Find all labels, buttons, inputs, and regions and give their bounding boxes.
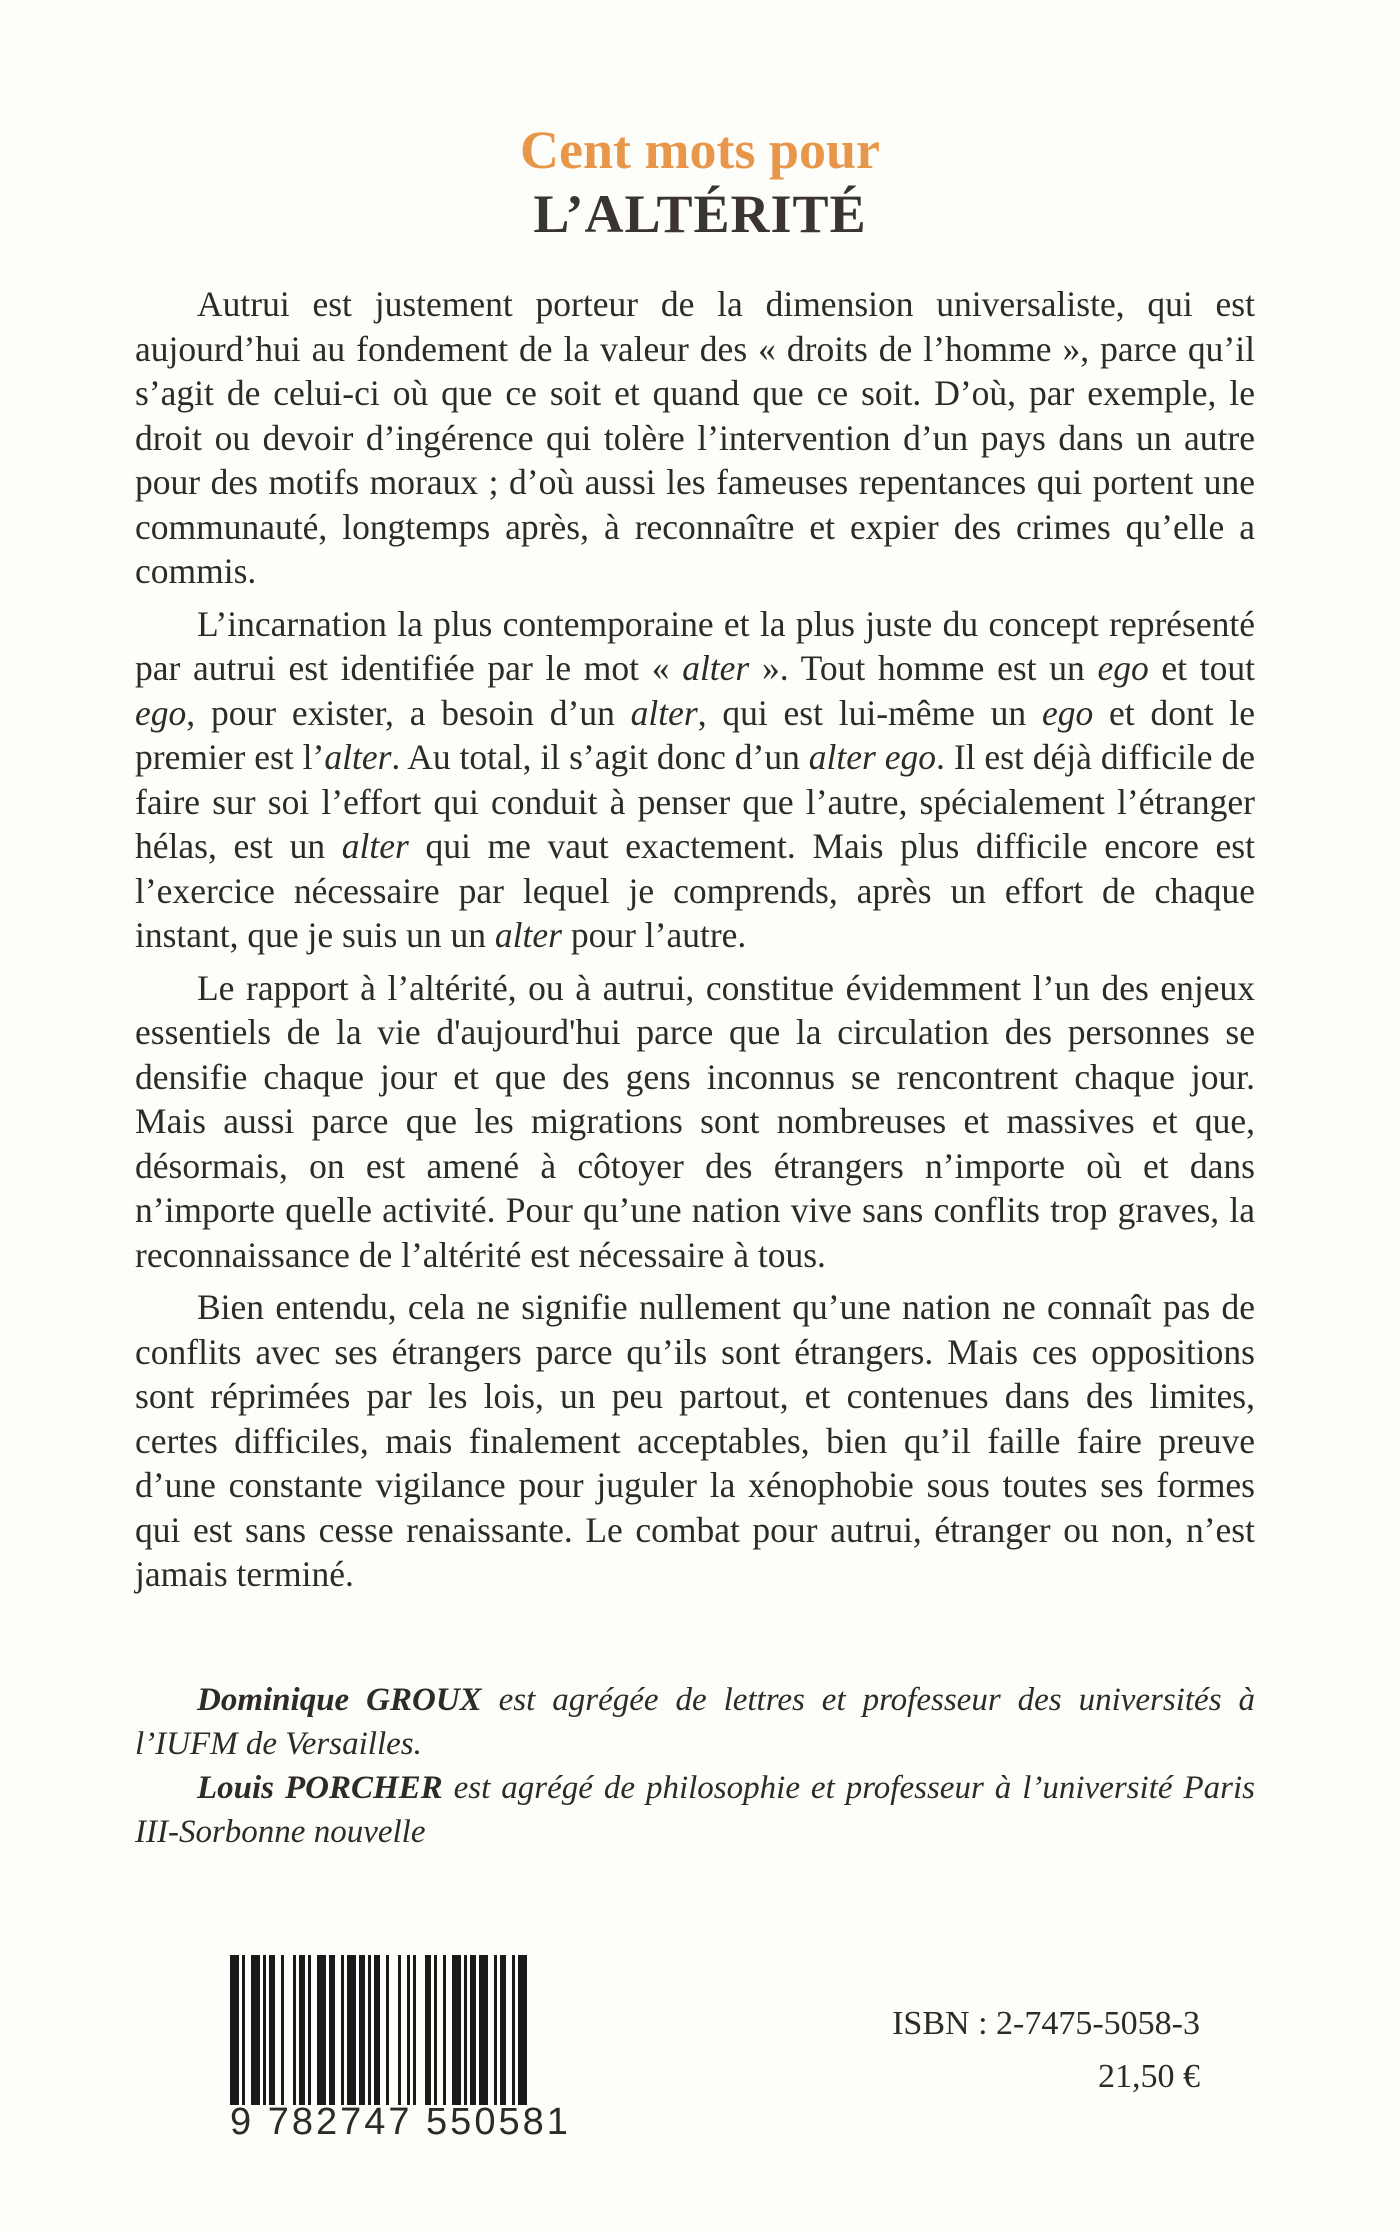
author-name-1: Dominique GROUX <box>197 1682 482 1718</box>
text-segment: , pour exister, a besoin d’un <box>186 692 631 733</box>
italic-term: alter <box>341 826 409 866</box>
italic-term: alter ego <box>808 737 937 777</box>
italic-term: ego <box>135 692 187 733</box>
barcode-bar <box>359 1955 365 2105</box>
author-name-2: Louis PORCHER <box>197 1770 443 1806</box>
text-segment: et tout <box>1148 648 1255 688</box>
barcode-bar <box>230 1955 239 2105</box>
barcode-bar <box>368 1955 371 2105</box>
barcode-bar <box>251 1955 260 2105</box>
price: 21,50 € <box>1098 2058 1200 2095</box>
barcode-bar <box>434 1955 437 2105</box>
italic-term: alter <box>324 737 392 777</box>
italic-term: alter <box>682 648 750 688</box>
text-segment: et dont le premier est l’ <box>135 692 1255 777</box>
barcode-bar <box>500 1955 506 2105</box>
text-segment: L’incarnation la plus contemporaine et la plus juste du concept représenté par autrui est identifiée par le mot « <box>135 603 1255 688</box>
author-desc-1: est agrégée de lettres et professeur des universités à l’IUFM de Versailles. <box>135 1682 1255 1762</box>
barcode-bar <box>470 1955 476 2105</box>
text-segment: qui me vaut exactement. Mais plus difficile encore est l’exercice nécessaire par lequel je comprends, après un effort de chaque instant, que je suis un un <box>135 826 1255 955</box>
barcode-bar <box>425 1955 431 2105</box>
barcode-bar <box>317 1955 326 2105</box>
text-segment: , qui est lui-même un <box>697 692 1042 733</box>
barcode-bar <box>329 1955 335 2105</box>
barcode-bar <box>407 1955 410 2105</box>
barcode-bar <box>281 1955 284 2105</box>
paragraph-2 <box>135 602 1255 958</box>
author-desc-2: est agrégé de philosophie et professeur à l’université Paris III-Sorbonne nouvelle <box>135 1770 1255 1850</box>
barcode-bar <box>242 1955 245 2105</box>
barcode-bar <box>512 1955 515 2105</box>
barcode-bar <box>374 1955 380 2105</box>
barcode-bars <box>230 1955 590 2105</box>
barcode-bar <box>518 1955 527 2105</box>
title-line-1: Cent mots pour <box>520 120 880 180</box>
book-title <box>0 118 1400 246</box>
barcode-bar <box>452 1955 461 2105</box>
barcode-bar <box>479 1955 488 2105</box>
barcode-bar <box>269 1955 275 2105</box>
barcode-bar <box>293 1955 296 2105</box>
italic-term: ego <box>1041 692 1094 733</box>
paragraph-1: Autrui est justement porteur de la dimension universaliste, qui est aujourd’hui au fondement de la valeur des « droits de l’homme », parce qu’il s’agit de celui-ci où que ce soit et quand que ce soit. D’où, par exemple, le droit ou devoir d’ingérence qui tolère l’intervention d’un pays dans un autre pour des motifs moraux ; d’où aussi les fameuses repentances qui portent une communauté, longtemps après, à reconnaître et expier des crimes qu’elle a commis. <box>135 284 1255 591</box>
barcode-bar <box>263 1955 266 2105</box>
italic-term: alter <box>494 915 562 955</box>
title-line-2: L’ALTÉRITÉ <box>533 184 867 244</box>
italic-term: alter <box>630 692 698 733</box>
text-segment: . Il est déjà difficile de faire sur soi l’effort qui conduit à penser que l’autre, spécialement l’étranger hélas, est un <box>135 737 1255 866</box>
barcode-bar <box>308 1955 311 2105</box>
barcode-bar <box>443 1955 446 2105</box>
barcode-bar <box>299 1955 305 2105</box>
paragraph-3: Le rapport à l’altérité, ou à autrui, constitue évidemment l’un des enjeux essentiels de la vie d'aujourd'hui parce que la circulation des personnes se densifie chaque jour et que des gens inconnus se rencontrent chaque jour. Mais aussi parce que les migrations sont nombreuses et massives et que, désormais, on est amené à côtoyer des étrangers n’importe où et dans n’importe quelle activité. Pour qu’une nation vive sans conflits trop graves, la reconnaissance de l’altérité est nécessaire à tous. <box>135 967 1255 1275</box>
barcode-bar <box>386 1955 389 2105</box>
text-segment: ». Tout homme est un <box>749 648 1098 688</box>
text-segment: pour l’autre. <box>561 915 747 955</box>
back-cover-text <box>135 282 1255 1605</box>
isbn: ISBN : 2-7475-5058-3 <box>892 2005 1200 2042</box>
barcode-bar <box>347 1955 356 2105</box>
barcode-digits: 9 782747 550581 <box>230 2101 571 2143</box>
barcode-bar <box>464 1955 467 2105</box>
barcode-bar <box>494 1955 497 2105</box>
text-segment: . Au total, il s’agit donc d’un <box>391 737 809 777</box>
author-bios <box>135 1678 1255 1854</box>
barcode-bar <box>341 1955 344 2105</box>
barcode-bar <box>413 1955 416 2105</box>
author-bio-2 <box>135 1766 1255 1854</box>
paragraph-4: Bien entendu, cela ne signifie nullement qu’une nation ne connaît pas de conflits avec ses étrangers parce qu’ils sont étrangers. Mais ces oppositions sont réprimées par les lois, un peu partout, et contenues dans des limites, certes difficiles, mais finalement acceptables, bien qu’il faille faire preuve d’une constante vigilance pour juguler la xénophobie sous toutes ses formes qui est sans cesse renaissante. Le combat pour autrui, étranger ou non, n’est jamais terminé. <box>135 1287 1255 1594</box>
barcode-bar <box>398 1955 401 2105</box>
italic-term: ego <box>1097 648 1149 688</box>
author-bio-1 <box>135 1678 1255 1766</box>
barcode <box>230 1955 590 2144</box>
